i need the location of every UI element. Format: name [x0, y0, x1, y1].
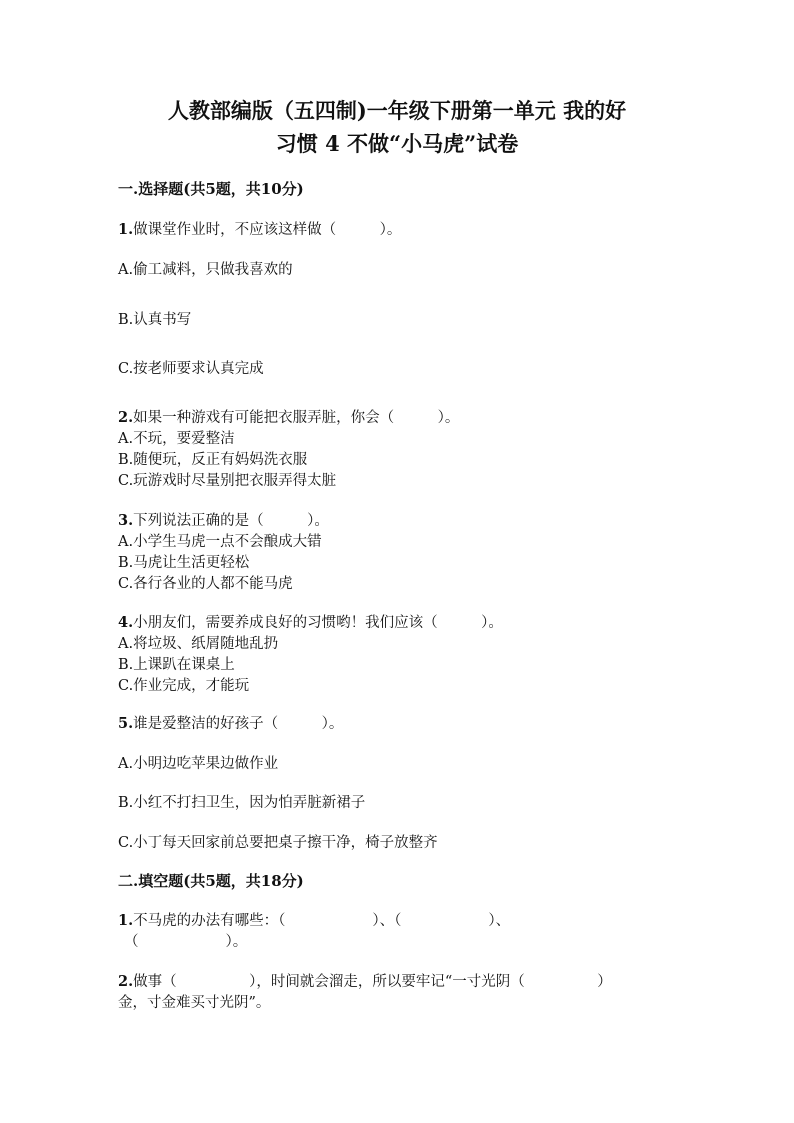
page-title-line-2: 习惯 4 不做“小马虎”试卷: [275, 131, 519, 156]
question-number: 3.: [118, 512, 134, 529]
fill-question-2-line-1: [118, 970, 612, 991]
question-number: 2.: [118, 409, 134, 426]
question-number: 1.: [118, 912, 134, 929]
question-text: 做事（ ），时间就会溜走，所以要牢记“一寸光阴（ ）: [133, 974, 612, 990]
question-4-option-b: B.上课趴在课桌上: [118, 657, 235, 673]
fill-question-1-line-1: [118, 909, 510, 930]
question-number: 5.: [118, 715, 134, 732]
question-number: 1.: [118, 221, 134, 238]
question-2-option-a: A.不玩，要爱整洁: [118, 431, 235, 447]
section-heading-fill-blank: 二.填空题(共5题，共18分): [118, 872, 304, 890]
question-3-option-b: B.马虎让生活更轻松: [118, 555, 250, 571]
question-4-option-c: C.作业完成，才能玩: [118, 678, 250, 694]
question-1-option-a: A.偷工减料，只做我喜欢的: [118, 262, 293, 278]
question-number: 2.: [118, 973, 134, 990]
question-1-stem: [118, 218, 401, 239]
question-1-option-b: B.认真书写: [118, 312, 192, 328]
question-5-option-b: B.小红不打扫卫生，因为怕弄脏新裙子: [118, 795, 366, 811]
question-5-option-a: A.小明边吃苹果边做作业: [118, 756, 279, 772]
fill-question-2-line-2: 金，寸金难买寸光阴”。: [118, 995, 271, 1011]
question-2-option-c: C.玩游戏时尽量别把衣服弄得太脏: [118, 473, 337, 489]
question-1-option-c: C.按老师要求认真完成: [118, 361, 264, 377]
fill-question-1-line-2: （ ）。: [124, 934, 248, 950]
question-text: 小朋友们，需要养成良好的习惯哟！我们应该（ ）。: [133, 615, 503, 631]
question-2-option-b: B.随便玩，反正有妈妈洗衣服: [118, 452, 308, 468]
question-text: 谁是爱整洁的好孩子（ ）。: [133, 716, 344, 732]
question-4-option-a: A.将垃圾、纸屑随地乱扔: [118, 636, 279, 652]
question-2-stem: [118, 406, 459, 427]
question-3-stem: [118, 509, 329, 530]
question-4-stem: [118, 611, 503, 632]
question-text: 不马虎的办法有哪些：（ ）、（ ）、: [133, 913, 511, 929]
question-5-option-c: C.小丁每天回家前总要把桌子擦干净，椅子放整齐: [118, 835, 438, 851]
question-text: 做课堂作业时，不应该这样做（ ）。: [133, 222, 402, 238]
question-5-stem: [118, 712, 343, 733]
page-title-line-1: 人教部编版（五四制)一年级下册第一单元 我的好: [167, 98, 627, 123]
question-number: 4.: [118, 614, 134, 631]
question-text: 下列说法正确的是（ ）。: [133, 513, 329, 529]
question-text: 如果一种游戏有可能把衣服弄脏，你会（ ）。: [133, 410, 460, 426]
question-3-option-c: C.各行各业的人都不能马虎: [118, 576, 293, 592]
question-3-option-a: A.小学生马虎一点不会酿成大错: [118, 534, 322, 550]
section-heading-choice: 一.选择题(共5题，共10分): [118, 180, 304, 198]
